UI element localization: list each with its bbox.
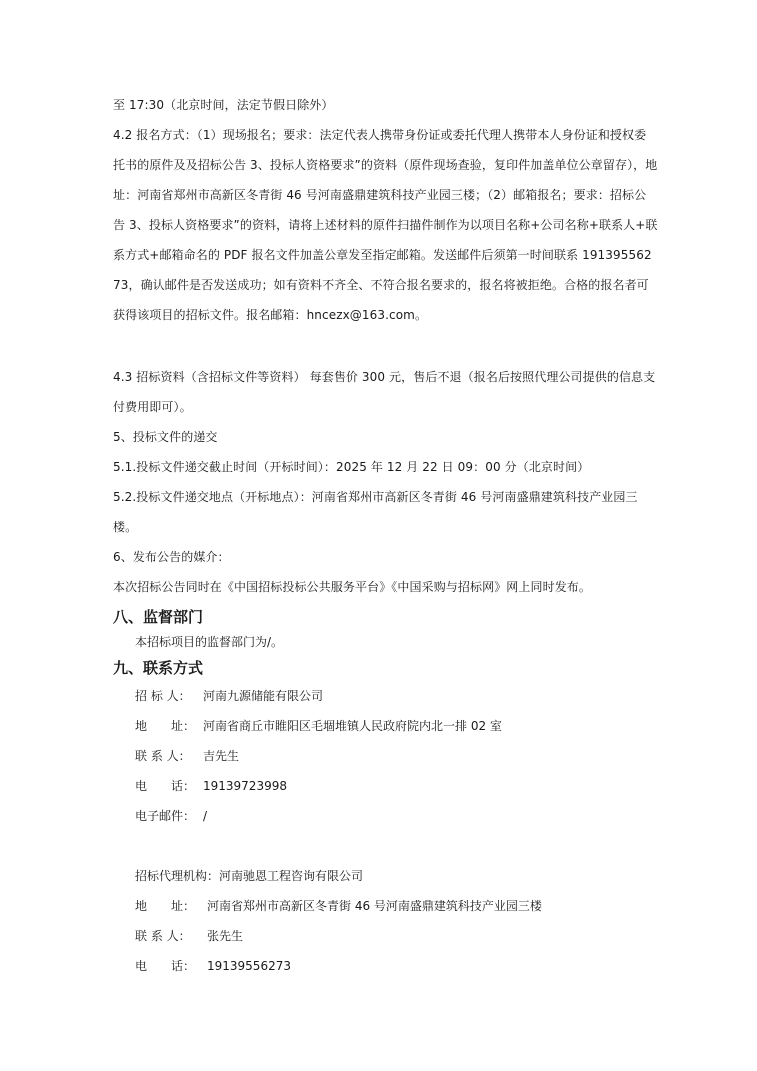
supervision-text: 本招标项目的监督部门为/。 bbox=[135, 635, 284, 649]
tenderer-value: 河南九源储能有限公司 bbox=[203, 689, 324, 703]
paragraph-section6-heading: 6、发布公告的媒介： bbox=[113, 550, 230, 564]
agency-contact-row bbox=[135, 926, 243, 946]
agency-contact-value: 张先生 bbox=[207, 929, 244, 943]
paragraph-publication-media: 本次招标公告同时在《中国招标投标公共服务平台》《中国采购与招标网》网上同时发布。 bbox=[113, 580, 592, 594]
section-title-contact: 九、联系方式 bbox=[113, 659, 204, 677]
tenderer-email-label: 电子邮件： bbox=[135, 809, 196, 823]
tenderer-label: 招 标 人： bbox=[135, 689, 191, 703]
agency-label: 招标代理机构： bbox=[135, 869, 220, 883]
tenderer-email-row bbox=[135, 806, 207, 826]
section-title-supervision: 八、监督部门 bbox=[113, 608, 204, 626]
agency-address-value: 河南省郑州市高新区冬青街 46 号河南盛鼎建筑科技产业园三楼 bbox=[207, 899, 542, 913]
agency-phone-row bbox=[135, 956, 291, 976]
tenderer-row bbox=[135, 686, 323, 706]
agency-contact-label: 联 系 人： bbox=[135, 929, 191, 943]
paragraph-time-note: 至 17:30（北京时间，法定节假日除外） bbox=[113, 98, 334, 112]
tenderer-phone-row bbox=[135, 776, 287, 796]
paragraph-tender-materials: 4.3 招标资料（含招标文件等资料） 每套售价 300 元，售后不退（报名后按照代理公司提供的信息支付费用即可）。 bbox=[113, 370, 656, 414]
agency-phone-value: 19139556273 bbox=[207, 959, 291, 973]
agency-value: 河南驰恩工程咨询有限公司 bbox=[219, 869, 364, 883]
tenderer-phone-label: 电 话： bbox=[135, 779, 196, 793]
paragraph-registration-method: 4.2 报名方式：（1）现场报名；要求：法定代表人携带身份证或委托代理人携带本人身份证和授权委托书的原件及及招标公告 3、投标人资格要求”的资料（原件现场查验，复印件加盖单位公章留存），地址：河南省郑州市高新区冬青街 46 号河南盛鼎建筑科技产业园三楼；（2）邮箱报名；要求：招标公告 3、投标人资格要求”的资料，请将上述材料的原件扫描件制作为以项目名称+公司名称+联系人+联系方式+邮箱命名的 PDF 报名文件加盖公章发至指定邮箱。发送邮件后须第一时间联系 19139556273，确认邮件是否发送成功；如有资料不齐全、不符合报名要求的，报名将被拒绝。合格的报名者可获得该项目的招标文件。报名邮箱：hncezx@163.com。 bbox=[113, 128, 658, 322]
tenderer-address-row bbox=[135, 716, 502, 736]
tenderer-address-value: 河南省商丘市睢阳区毛堌堆镇人民政府院内北一排 02 室 bbox=[203, 719, 502, 733]
tenderer-contact-row bbox=[135, 746, 239, 766]
paragraph-section5-heading: 5、投标文件的递交 bbox=[113, 430, 218, 444]
agency-address-row bbox=[135, 896, 542, 916]
agency-address-label: 地 址： bbox=[135, 899, 196, 913]
agency-row bbox=[135, 866, 363, 886]
tenderer-email-value: / bbox=[203, 809, 208, 823]
tenderer-phone-value: 19139723998 bbox=[203, 779, 287, 793]
tenderer-contact-value: 吉先生 bbox=[203, 749, 240, 763]
tenderer-contact-label: 联 系 人： bbox=[135, 749, 191, 763]
agency-phone-label: 电 话： bbox=[135, 959, 196, 973]
paragraph-location: 5.2.投标文件递交地点（开标地点）：河南省郑州市高新区冬青街 46 号河南盛鼎建筑科技产业园三楼。 bbox=[113, 490, 638, 534]
paragraph-deadline: 5.1.投标文件递交截止时间（开标时间）：2025 年 12 月 22 日 09：00 分（北京时间） bbox=[113, 460, 590, 474]
tenderer-address-label: 地 址： bbox=[135, 719, 196, 733]
